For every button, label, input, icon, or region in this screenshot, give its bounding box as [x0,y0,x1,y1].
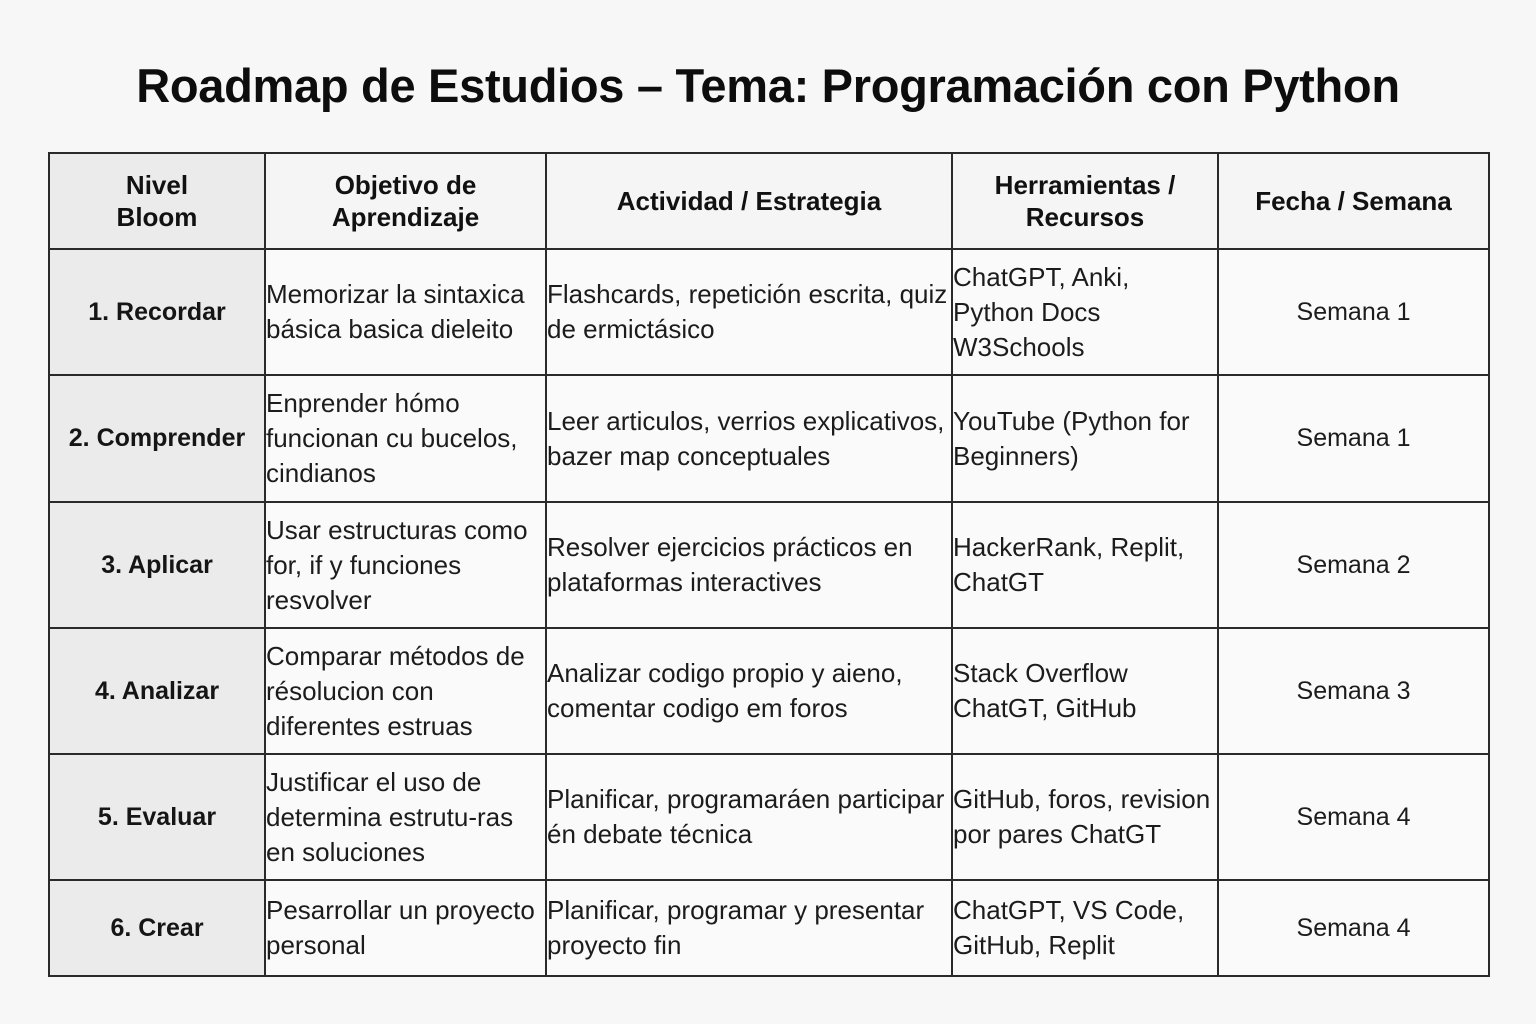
table-row [49,375,1489,502]
objective-text: Comparar métodos de résolucion con diferentes estruas [266,640,525,741]
tools-cell [952,880,1218,976]
bloom-level-cell: 6. Crear [49,880,265,976]
header-fecha: Fecha / Semana [1218,153,1489,249]
objective-text: Pesarrollar un proyecto personal [266,895,535,960]
activity-text: Resolver ejercicios prácticos en plataformas interactives [547,532,913,597]
bloom-level-cell: 1. Recordar [49,249,265,375]
page-title: Roadmap de Estudios – Tema: Programación con Python [136,59,1400,112]
table-row [49,754,1489,880]
tools-text: YouTube (Python for Beginners) [953,405,1190,471]
bloom-level-cell: 5. Evaluar [49,754,265,880]
objective-text: Memorizar la sintaxica básica basica dieleito [266,279,525,344]
header-herramientas: Herramientas / Recursos [952,153,1218,249]
header-objetivo: Objetivo de Aprendizaje [265,153,546,249]
tools-cell [952,502,1218,628]
objective-cell [265,375,546,502]
bloom-level-cell: 3. Aplicar [49,502,265,628]
tools-text: HackerRank, Replit, ChatGT [953,532,1185,597]
activity-cell [546,754,952,880]
activity-cell [546,249,952,375]
activity-text: Analizar codigo propio y aieno, comentar codigo em foros [547,658,903,723]
objective-cell [265,754,546,880]
tools-text: GitHub, foros, revision por pares ChatGT [953,784,1211,849]
tools-cell [952,249,1218,375]
tools-cell [952,754,1218,880]
table-row [49,880,1489,976]
activity-cell [546,628,952,754]
bloom-level-cell: 2. Comprender [49,375,265,502]
week-cell: Semana 2 [1218,502,1489,628]
objective-cell [265,628,546,754]
tools-text: ChatGPT, Anki, Python Docs W3Schools [953,261,1130,362]
week-cell: Semana 3 [1218,628,1489,754]
activity-text: Planificar, programar y presentar proyecto fin [547,895,925,960]
objective-cell [265,249,546,375]
header-nivel-bloom: Nivel Bloom [49,153,265,249]
objective-cell [265,502,546,628]
table-row [49,628,1489,754]
week-cell: Semana 4 [1218,880,1489,976]
table-row [49,249,1489,375]
objective-cell [265,880,546,976]
objective-text: Usar estructuras como for, if y funciones resvolver [266,514,528,615]
table-header-row [49,153,1489,249]
activity-cell [546,880,952,976]
objective-text: Enprender hómo funcionan cu bucelos, cindianos [266,388,518,488]
activity-text: Flashcards, repetición escrita, quiz de ermictásico [547,279,948,344]
activity-text: Leer articulos, verrios explicativos, bazer map conceptuales [547,405,945,471]
tools-text: Stack Overflow ChatGT, GitHub [953,658,1137,723]
week-cell: Semana 4 [1218,754,1489,880]
bloom-level-cell: 4. Analizar [49,628,265,754]
week-cell: Semana 1 [1218,249,1489,375]
week-cell: Semana 1 [1218,375,1489,502]
objective-text: Justificar el uso de determina estrutu-ras en soluciones [266,766,514,867]
activity-text: Planificar, programaráen participar én debate técnica [547,784,945,849]
tools-cell [952,628,1218,754]
header-actividad: Actividad / Estrategia [546,153,952,249]
activity-cell [546,375,952,502]
tools-text: ChatGPT, VS Code, GitHub, Replit [953,895,1185,960]
table-row [49,502,1489,628]
roadmap-table [48,152,1490,977]
activity-cell [546,502,952,628]
tools-cell [952,375,1218,502]
